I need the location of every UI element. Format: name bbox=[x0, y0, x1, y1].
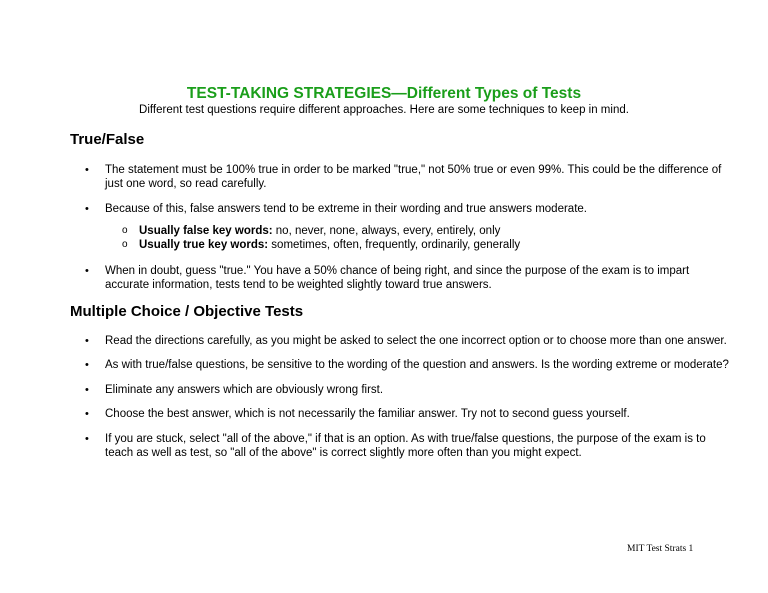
bullet-icon: • bbox=[85, 384, 89, 396]
page-footer: MIT Test Strats 1 bbox=[627, 544, 694, 554]
section-heading-multiple-choice: Multiple Choice / Objective Tests bbox=[70, 303, 304, 320]
bullet-icon: • bbox=[85, 433, 89, 445]
circle-bullet-icon: o bbox=[122, 239, 128, 250]
bullet-icon: • bbox=[85, 265, 89, 277]
bullet-icon: • bbox=[85, 335, 89, 347]
sub-item-text: no, never, none, always, every, entirely, only bbox=[272, 225, 501, 237]
page-subtitle: Different test questions require different approaches. Here are some techniques to keep in mind. bbox=[139, 104, 629, 116]
sub-item-label: Usually false key words: bbox=[139, 225, 273, 237]
page-title: TEST-TAKING STRATEGIES—Different Types of Tests bbox=[186, 85, 582, 102]
bullet-icon: • bbox=[85, 359, 89, 371]
sub-item-label: Usually true key words: bbox=[139, 239, 269, 251]
bullet-icon: • bbox=[85, 164, 89, 176]
section-heading-true-false: True/False bbox=[70, 131, 145, 148]
bullet-icon: • bbox=[85, 408, 89, 420]
circle-bullet-icon: o bbox=[122, 225, 128, 236]
bullet-icon: • bbox=[85, 203, 89, 215]
sub-item-text: sometimes, often, frequently, ordinarily, generally bbox=[268, 239, 521, 251]
